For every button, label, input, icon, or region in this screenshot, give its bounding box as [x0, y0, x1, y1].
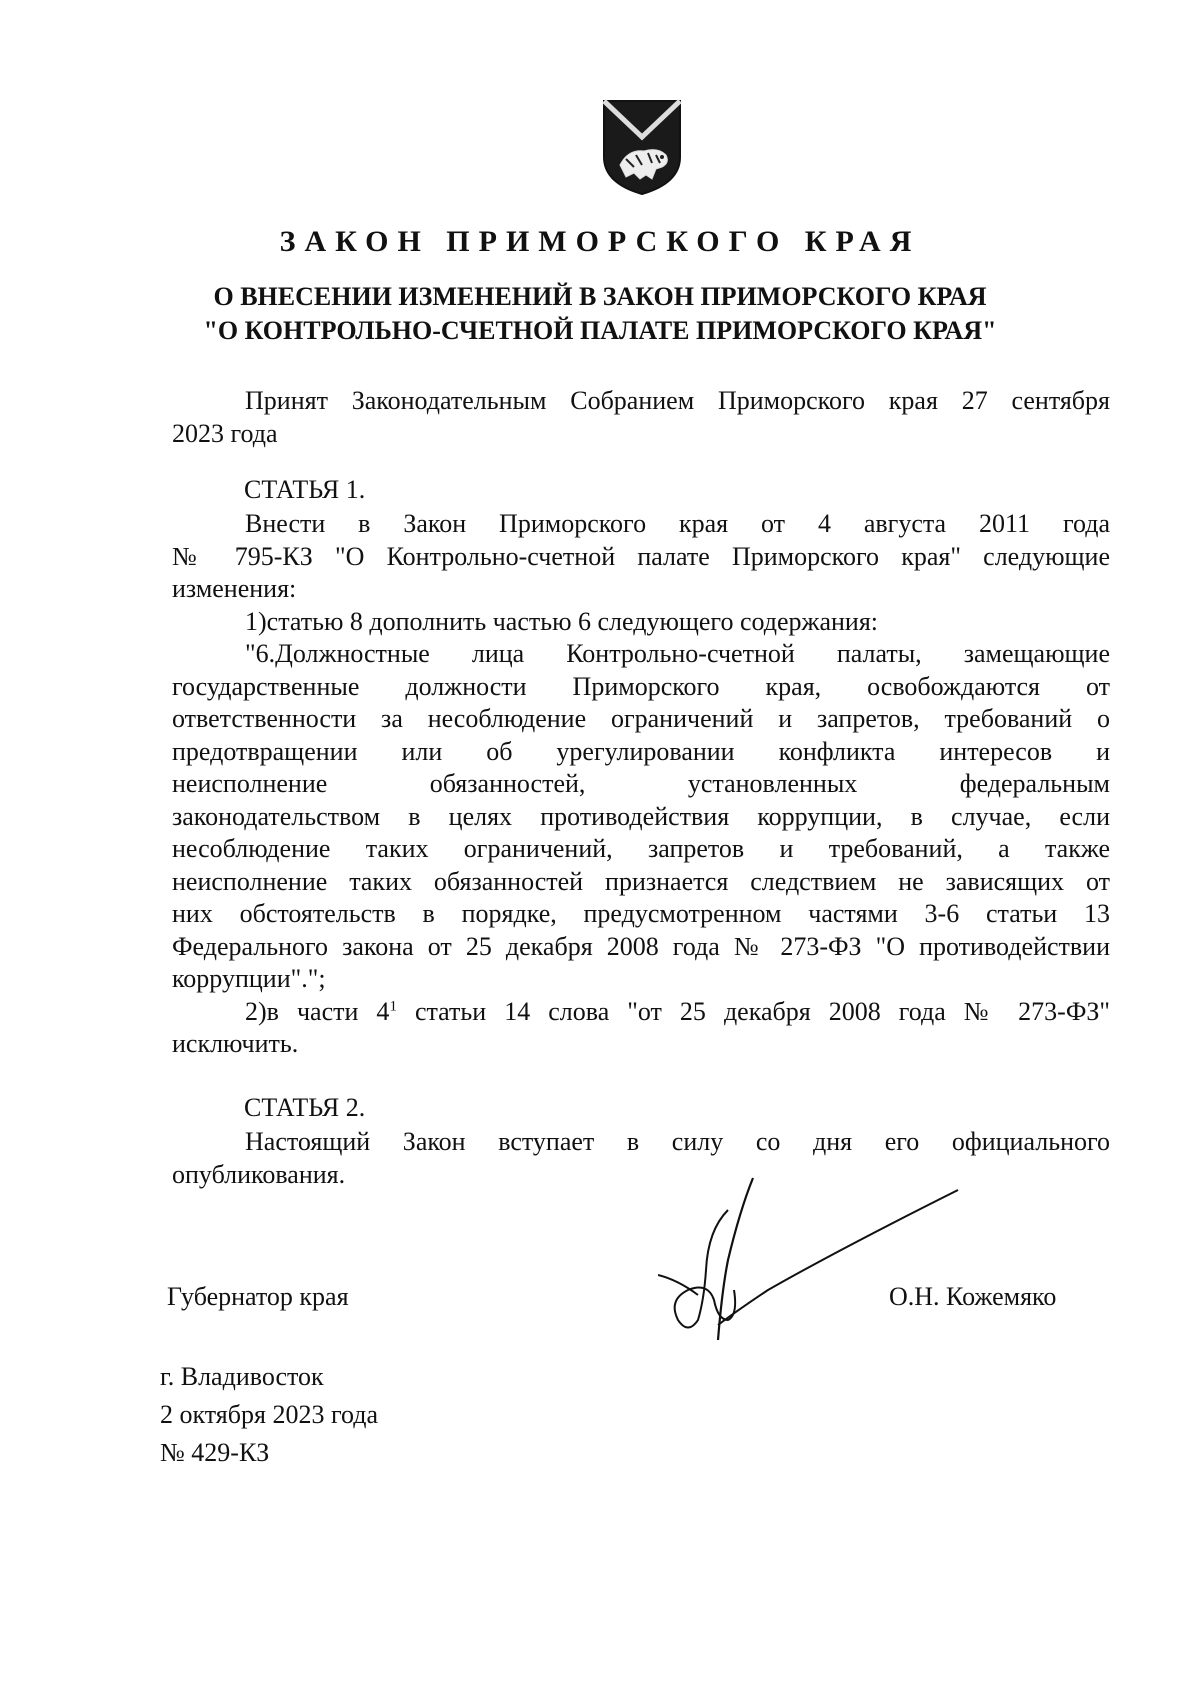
- handwritten-signature: [658, 1170, 968, 1345]
- quote-line: ответственности за несоблюдение ограничений и запретов, требований о: [172, 704, 1110, 733]
- quote-line: предотвращении или об урегулировании конфликта интересов и: [172, 736, 1110, 766]
- article-1-heading: СТАТЬЯ 1.: [244, 475, 366, 504]
- article-2-body: [172, 1126, 1110, 1191]
- quote-line: государственные должности Приморского края, освобождаются от: [172, 671, 1110, 701]
- article-1-intro-line: Внести в Закон Приморского края от 4 августа 2011 года: [245, 509, 1110, 538]
- quote-line: неисполнение таких обязанностей признается следствием не зависящих от: [172, 866, 1110, 896]
- article-2-line: опубликования.: [172, 1159, 346, 1189]
- quote-line: "6.Должностные лица Контрольно-счетной палаты, замещающие: [245, 639, 1110, 668]
- article-1-intro-line: № 795-КЗ "О Контрольно-счетной палате Приморского края" следующие: [172, 541, 1110, 571]
- footer-date: 2 октября 2023 года: [160, 1400, 378, 1429]
- quote-line: несоблюдение таких ограничений, запретов и требований, а также: [172, 834, 1110, 863]
- footer-city: г. Владивосток: [160, 1362, 324, 1391]
- adoption-line: Принят Законодательным Собранием Приморского края 27 сентября: [245, 386, 1110, 415]
- item-2-text: статьи 14 слова "от 25 декабря 2008 года № 273-ФЗ": [396, 996, 1110, 1026]
- quote-line: законодательством в целях противодействия коррупции, в случае, если: [172, 801, 1110, 831]
- document-footer: [160, 1358, 378, 1472]
- adoption-line: 2023 года: [172, 418, 278, 448]
- footer-number: № 429-КЗ: [160, 1438, 270, 1467]
- article-1-item-2: [245, 996, 1110, 1029]
- superscript: 1: [389, 997, 397, 1014]
- quote-line: неисполнение обязанностей, установленных федеральным: [172, 769, 1110, 798]
- article-1-intro-line: изменения:: [172, 574, 297, 603]
- subtitle-line: О ВНЕСЕНИИ ИЗМЕНЕНИЙ В ЗАКОН ПРИМОРСКОГО КРАЯ: [213, 282, 987, 311]
- signatory-position: Губернатор края: [167, 1282, 349, 1311]
- subtitle-line: "О КОНТРОЛЬНО-СЧЕТНОЙ ПАЛАТЕ ПРИМОРСКОГО КРАЯ": [203, 316, 997, 345]
- document-title: ЗАКОН ПРИМОРСКОГО КРАЯ: [279, 225, 921, 258]
- article-2-heading: СТАТЬЯ 2.: [244, 1093, 366, 1122]
- document-subtitle: [0, 280, 1200, 348]
- quote-line: коррупции".";: [172, 964, 326, 993]
- item-2-text: 2)в части 4: [245, 996, 390, 1026]
- adoption-note: [172, 385, 1110, 450]
- article-1-body: [172, 508, 1110, 1061]
- signatory-name: О.Н. Кожемяко: [889, 1282, 1057, 1311]
- quote-line: них обстоятельств в порядке, предусмотренном частями 3-6 статьи 13: [172, 899, 1110, 928]
- quote-line: Федерального закона от 25 декабря 2008 года № 273-ФЗ "О противодействии: [172, 931, 1110, 961]
- article-2-line: Настоящий Закон вступает в силу со дня его официального: [245, 1127, 1110, 1156]
- article-1-item-2-end: исключить.: [172, 1029, 299, 1058]
- article-1-item-1: 1)статью 8 дополнить частью 6 следующего содержания:: [245, 606, 879, 636]
- coat-of-arms-emblem: [600, 97, 684, 197]
